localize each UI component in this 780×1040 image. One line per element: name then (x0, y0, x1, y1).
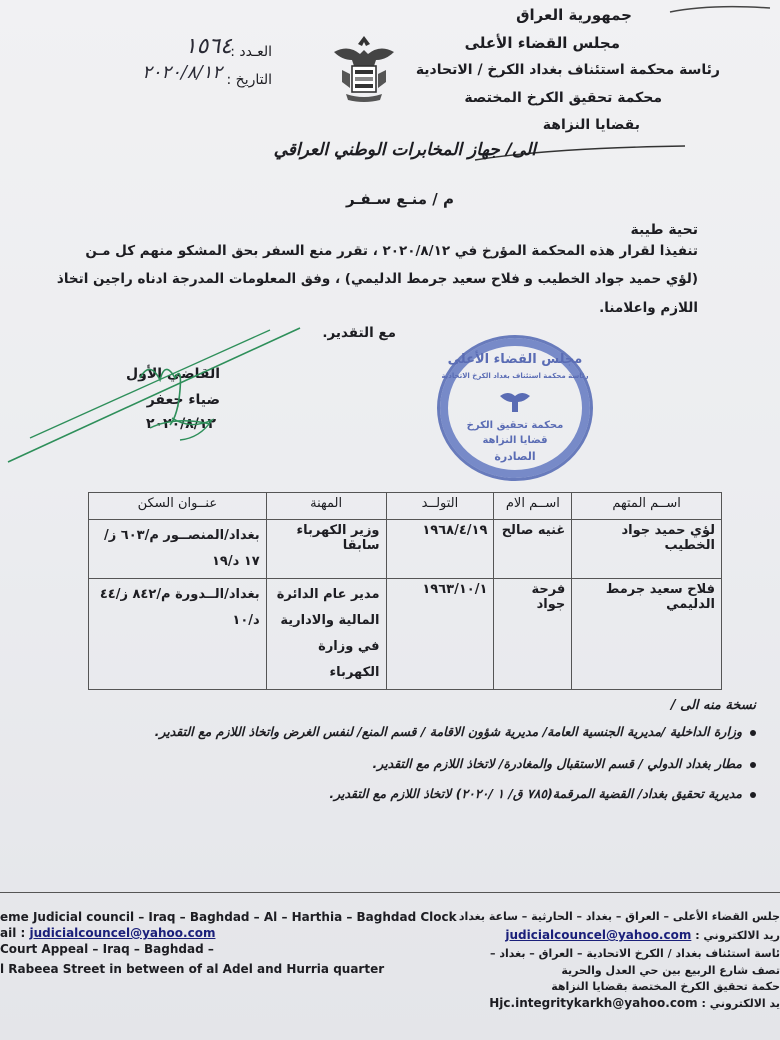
footer-ar-line-5: حكمة تحقيق الكرخ المختصة بقضايا النزاهة (551, 980, 780, 993)
footer-en-line-3: Court Appeal – Iraq – Baghdad – (0, 942, 214, 956)
table-cell: غنيه صالح (494, 520, 572, 579)
footer-ar-line-2 (505, 928, 780, 942)
bullet-icon (750, 762, 756, 768)
stamp-top-text: مجلس القضاء الأعلى (447, 352, 583, 367)
stamp-outgoing-text: الصادرة (494, 450, 536, 463)
footer-ar-email-label: ريد الالكتروني : (695, 929, 780, 942)
footer-ar-email2-label: يد الالكتروني : (701, 997, 780, 1010)
header-presidency: رئاسة محكمة استئناف بغداد الكرخ / الاتحادية (415, 62, 720, 78)
table-cell: ١٩٦٨/٤/١٩ (386, 520, 494, 579)
copies-title: نسخة منه الى / (670, 698, 756, 713)
date-label: التاريخ : (226, 72, 272, 88)
table-cell: ١٩٦٣/١٠/١ (386, 579, 494, 690)
greeting: تحية طيبة (630, 222, 698, 238)
footer-ar-line-6 (489, 996, 780, 1010)
official-stamp (437, 335, 593, 481)
header-court: محكمة تحقيق الكرخ المختصة (464, 90, 662, 106)
table-cell: فلاح سعيد جرمط الدليمي (572, 579, 722, 690)
footer-ar-line-4: تصف شارع الربيع بين حي العدل والحرية (561, 964, 780, 977)
stamp-court-text: محكمة تحقيق الكرخ (466, 420, 564, 431)
number-value: ١٥٦٤ (184, 34, 232, 59)
table-cell: بغداد/المنصــور م/٦٠٣ ز/١٧ د/١٩ (89, 520, 267, 579)
table-cell: فرحة جواد (494, 579, 572, 690)
footer-ar-email2-link[interactable]: Hjc.integritykarkh@yahoo.com (489, 996, 698, 1010)
table-header-cell: عنــوان السكن (89, 493, 267, 520)
body-line-3: اللازم واعلامنا. (599, 300, 698, 316)
footer-ar-line-3: ئاسة استئناف بغداد / الكرخ الاتحادية – العراق – بغداد – (490, 947, 780, 960)
table-cell: مدير عام الدائرة المالية والادارية في وزارة الكهرباء (266, 579, 386, 690)
footer-en-email-label: ail : (0, 926, 30, 940)
closing-line: مع التقدير. (322, 325, 396, 341)
table-header-row (89, 493, 722, 520)
copy-item (373, 756, 756, 771)
top-scribble (660, 0, 780, 20)
table-header-cell: اســم الام (494, 493, 572, 520)
bullet-icon (750, 730, 756, 736)
footer-en-line-1: eme Judicial council – Iraq – Baghdad – Al – Harthia – Baghdad Clock (0, 910, 457, 924)
signature-name: ضياء جعفر (146, 392, 220, 408)
stamp-emblem-icon (498, 386, 532, 416)
copy-item-text: مطار بغداد الدولي / قسم الاستقبال والمغادرة/ لاتخاذ اللازم مع التقدير. (372, 756, 742, 771)
table-header-cell: المهنة (266, 493, 386, 520)
footer-en-line-2 (0, 926, 215, 940)
number-label: العـدد : (230, 44, 272, 60)
table-cell: بغداد/الــدورة م/٨٤٢ ز/٤٤ د/١٠ (89, 579, 267, 690)
body-line-2: (لؤي حميد جواد الخطيب و فلاح سعيد جرمط الدليمي) ، وفق المعلومات المدرجة ادناه راجين اتخاذ (56, 271, 698, 287)
table-header-cell: التولــد (386, 493, 494, 520)
footer-ar-email-link[interactable]: judicialcouncel@yahoo.com (505, 928, 692, 942)
bullet-icon (750, 792, 756, 798)
table-cell: لؤي حميد جواد الخطيب (572, 520, 722, 579)
iraq-emblem-icon (328, 30, 400, 106)
copy-item-text: مديرية تحقيق بغداد/ القضية المرقمة(٧٨٥ ق/ ١ /٢٠٢٠) لاتخاذ اللازم مع التقدير. (329, 786, 742, 801)
handwritten-signature (0, 320, 320, 470)
footer-en-line-4: l Rabeea Street in between of al Adel and Hurria quarter (0, 962, 385, 976)
signature-title: القاضي الأول (125, 366, 220, 382)
header-republic: جمهورية العراق (516, 6, 632, 24)
signature-date: ٢٠٢٠/٨/١٢ (145, 416, 216, 432)
copy-item (155, 724, 756, 739)
table-row (89, 520, 722, 579)
table-cell: وزير الكهرباء سابقا (266, 520, 386, 579)
header-integrity: بقضايا النزاهة (542, 117, 640, 133)
copy-item (329, 786, 756, 801)
footer-ar-line-1: جلس القضاء الأعلى – العراق – بغداد – الحارثية – ساعة بغداد (458, 910, 780, 923)
footer-divider (0, 892, 780, 893)
copy-item-text: وزارة الداخلية /مديرية الجنسية العامة/ مديرية شؤون الاقامة / قسم المنع/ لنفس الغرض واتخاذ اللازم مع التقدير. (154, 724, 742, 739)
body-line-1: تنفيذا لقرار هذه المحكمة المؤرخ في ٢٠٢٠/٨/١٢ ، تقرر منع السفر بحق المشكو منهم كل مـن (85, 243, 698, 259)
stamp-middle-text: رئاسة محكمة استئناف بغداد الكرخ الاتحادية (441, 372, 589, 380)
table-header-cell: اســم المتهم (572, 493, 722, 520)
recipient-line: الى/ جهاز المخابرات الوطني العراقي (273, 140, 536, 160)
date-value: ٢٠٢٠/٨/١٢ (142, 62, 222, 83)
header-council: مجلس القضاء الأعلى (464, 34, 620, 52)
table-row (89, 579, 722, 690)
footer-en-email-link[interactable]: judicialcouncel@yahoo.com (29, 926, 216, 940)
stamp-integrity-text: قضايا النزاهة (482, 435, 548, 446)
suspects-table (88, 492, 722, 690)
subject-line: م / منـع سـفـر (345, 190, 454, 208)
